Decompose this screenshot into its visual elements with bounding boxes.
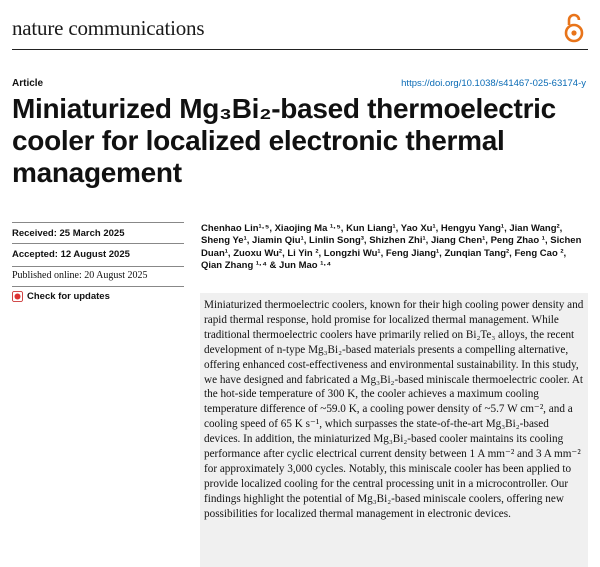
check-updates-label: Check for updates (27, 291, 110, 302)
published-date: Published online: 20 August 2025 (12, 270, 148, 281)
journal-name: nature communications (12, 16, 205, 40)
received-date: Received: 25 March 2025 (12, 228, 125, 239)
journal-header (12, 8, 588, 48)
meta-divider (12, 243, 184, 244)
check-updates-icon (12, 291, 23, 302)
article-type: Article (12, 78, 44, 89)
doi-link[interactable]: https://doi.org/10.1038/s41467-025-63174-y (401, 78, 586, 89)
meta-divider (12, 286, 184, 287)
meta-divider (12, 222, 184, 223)
article-title: Miniaturized Mg₃Bi₂-based thermoelectric cooler for localized electronic thermal management (12, 93, 556, 188)
header-rule (12, 49, 588, 50)
accepted-date: Accepted: 12 August 2025 (12, 249, 130, 260)
author-list: Chenhao Lin¹·⁵, Xiaojing Ma ¹·⁵, Kun Liang¹, Yao Xu¹, Hengyu Yang¹, Jian Wang², Sheng Ye¹, Jiamin Qiu¹, Linlin Song³, Shizhen Zhi¹, Jiang Chen¹, Peng Zhao ¹, Sichen Duan¹, Zuoxu Wu², Li Yin ², Longzhi Wu¹, Feng Jiang¹, Zunqian Tang², Feng Cao ², Qian Zhang ¹·⁴ & Jun Mao ¹·⁴ (201, 223, 582, 271)
check-updates-link[interactable] (12, 291, 110, 302)
abstract-text: Miniaturized thermoelectric coolers, known for their high cooling power density and rapid thermal response, hold promise for localized thermal management. While traditional thermoelectric coolers have primarily relied on Bi₂Te₃ alloys, the recent development of n-type Mg₃Bi₂-based materials presents a compelling alternative, offering enhanced cost-effectiveness and environmental sustainability. In this study, we have designed and fabricated a Mg₃Bi₂-based miniscale thermoelectric cooler. At the hot-side temperature of 300 K, the cooler achieves a maximum cooling temperature difference of ~59.0 K, a cooling power density of ~5.7 W cm⁻², and a cooling speed of 65 K s⁻¹, which surpasses the state-of-the-art Mg₃Bi₂-based devices. In addition, the miniaturized Mg₃Bi₂-based cooler maintains its cooling performance after cyclic electrical current density between 1 A mm⁻² and 3 A mm⁻² for approximately 3,000 cycles. Notably, this miniscale cooler has been applied to provide localized cooling for the central processing unit in a microcontroller. Our findings highlight the potential of Mg₃Bi₂-based miniscale coolers, offering new possibilities for localized thermal management in electronic devices. (204, 299, 584, 520)
meta-divider (12, 266, 184, 267)
open-access-icon (562, 12, 586, 44)
